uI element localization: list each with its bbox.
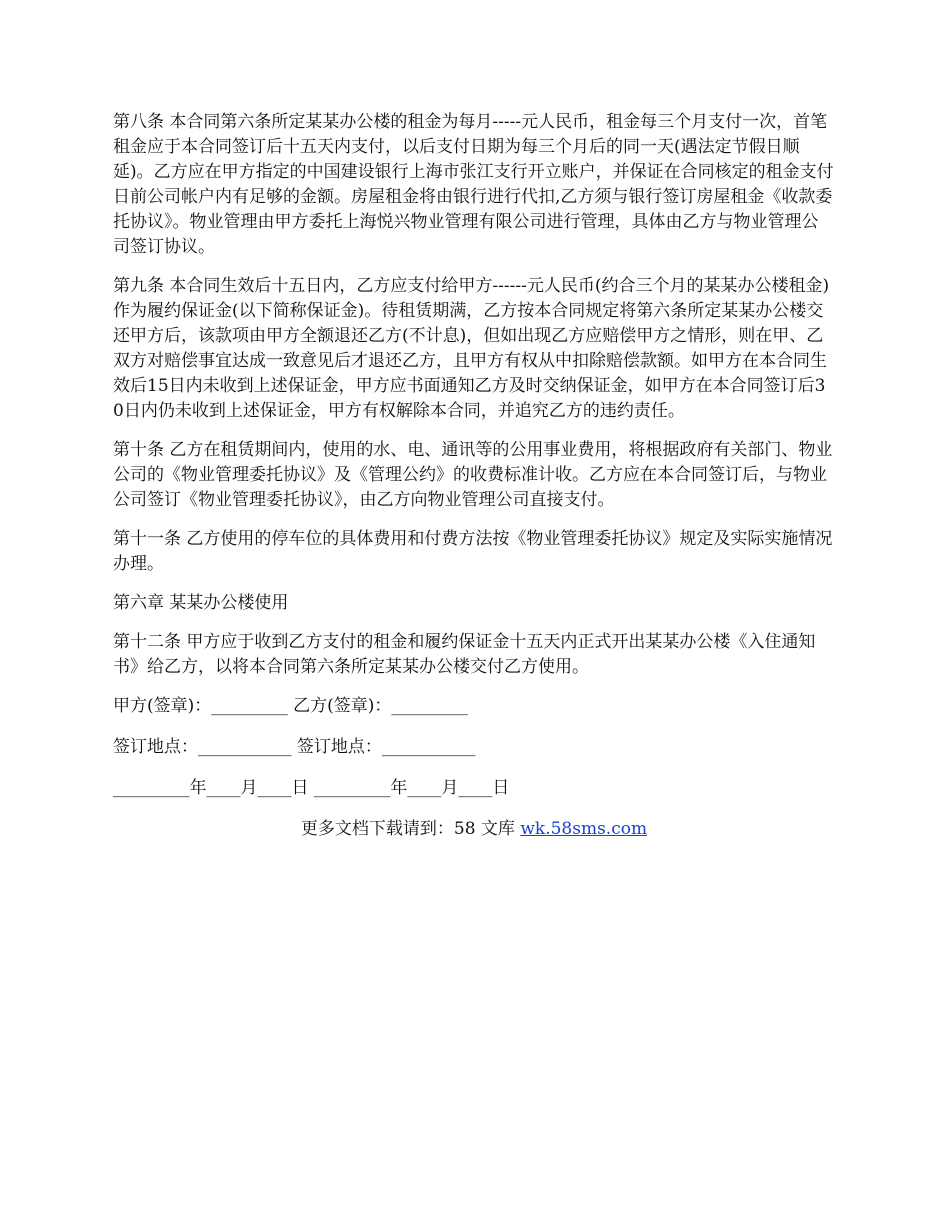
article-10-paragraph: 第十条 乙方在租赁期间内，使用的水、电、通讯等的公用事业费用，将根据政府有关部门、物业公司的《物业管理委托协议》及《管理公约》的收费标准计收。乙方应在本合同签订后，与物业公司签订《物业管理委托协议》，由乙方向物业管理公司直接支付。 [113, 440, 833, 510]
footer-text: 更多文档下载请到：58 文库 [300, 819, 521, 839]
article-11-paragraph: 第十一条 乙方使用的停车位的具体费用和付费方法按《物业管理委托协议》规定及实际实施情况办理。 [113, 529, 833, 574]
signing-date-line: _________年____月____日 _________年____月____日 [113, 778, 510, 798]
footer-link[interactable]: wk.58sms.com [520, 819, 648, 839]
article-12-paragraph: 第十二条 甲方应于收到乙方支付的租金和履约保证金十五天内正式开出某某办公楼《入住通知书》给乙方，以将本合同第六条所定某某办公楼交付乙方使用。 [113, 632, 816, 677]
download-footer [113, 817, 835, 842]
signing-place-line: 签订地点：___________ 签订地点：___________ [113, 737, 476, 757]
article-8-paragraph: 第八条 本合同第六条所定某某办公楼的租金为每月-----元人民币，租金每三个月支付一次，首笔租金应于本合同签订后十五天内支付，以后支付日期为每三个月后的同一天(遇法定节假日顺延)。乙方应在甲方指定的中国建设银行上海市张江支行开立账户，并保证在合同核定的租金支付日前公司帐户内有足够的金额。房屋租金将由银行进行代扣,乙方须与银行签订房屋租金《收款委托协议》。物业管理由甲方委托上海悦兴物业管理有限公司进行管理，具体由乙方与物业管理公司签订协议。 [113, 112, 834, 257]
signature-line: 甲方(签章)：_________ 乙方(签章)：_________ [113, 696, 468, 716]
document-body [113, 110, 835, 842]
article-9-paragraph: 第九条 本合同生效后十五日内，乙方应支付给甲方------元人民币(约合三个月的某某办公楼租金)作为履约保证金(以下简称保证金)。待租赁期满，乙方按本合同规定将第六条所定某某办公楼交还甲方后，该款项由甲方全额退还乙方(不计息)，但如出现乙方应赔偿甲方之情形，则在甲、乙双方对赔偿事宜达成一致意见后才退还乙方，且甲方有权从中扣除赔偿款额。如甲方在本合同生效后15日内未收到上述保证金，甲方应书面通知乙方及时交纳保证金，如甲方在本合同签订后30日内仍未收到上述保证金，甲方有权解除本合同，并追究乙方的违约责任。 [113, 276, 830, 421]
chapter-6-heading: 第六章 某某办公楼使用 [113, 593, 289, 613]
